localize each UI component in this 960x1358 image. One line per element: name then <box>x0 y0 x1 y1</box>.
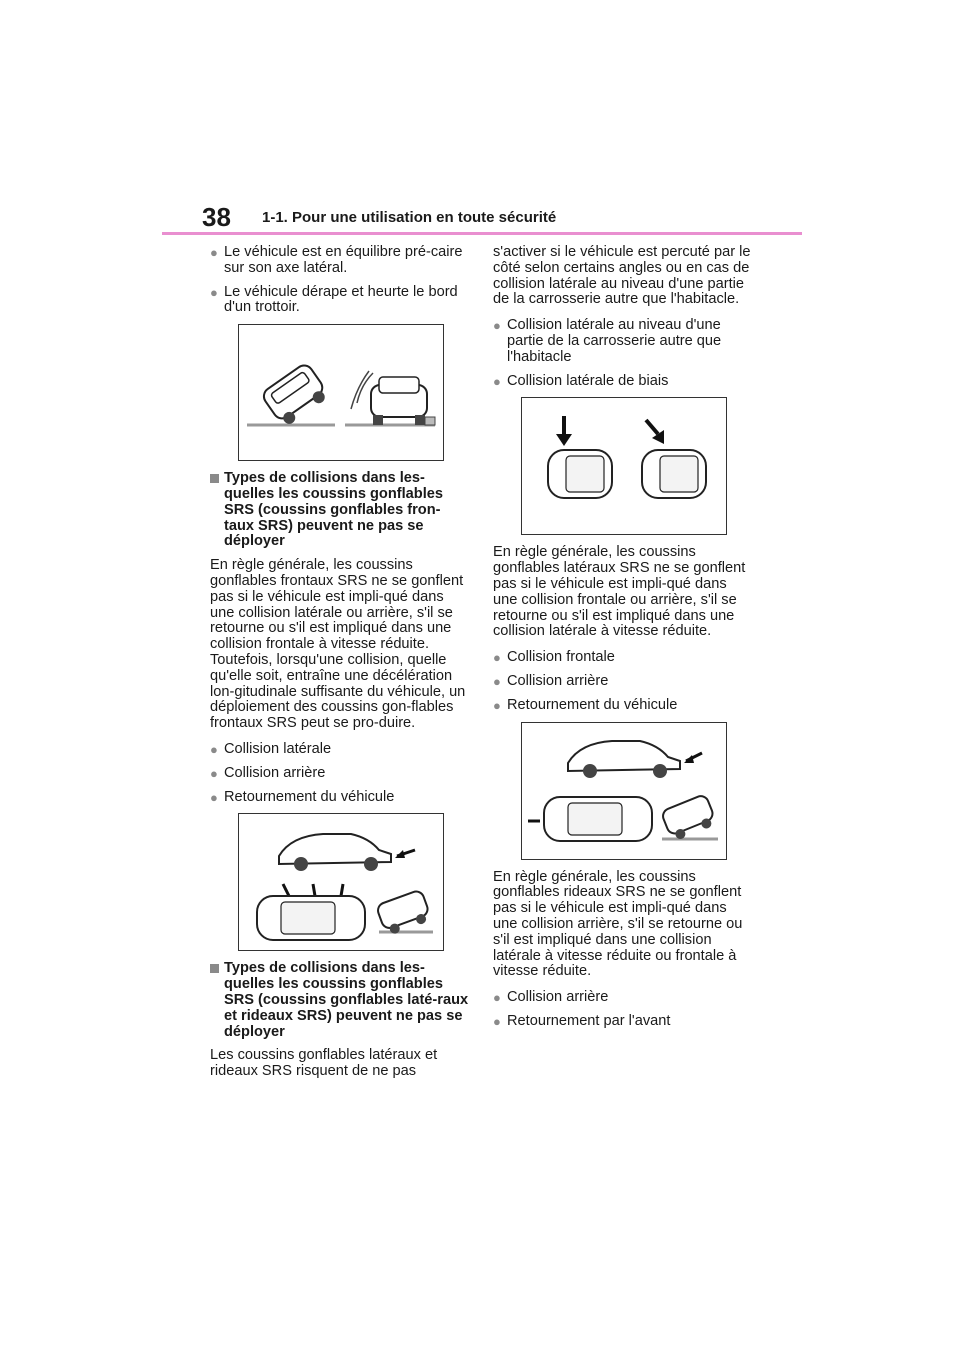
page-header <box>202 200 802 236</box>
page-number: 38 <box>202 202 231 232</box>
bullet-dot-icon: ● <box>210 789 218 805</box>
bullet-dot-icon: ● <box>210 765 218 781</box>
bullet-dot-icon: ● <box>493 990 501 1006</box>
bullet-item: ● Collision arrière <box>210 764 326 781</box>
bullet-dot-icon: ● <box>493 373 501 389</box>
figure-frontal-airbag-no-deploy <box>238 813 444 951</box>
bullet-dot-icon: ● <box>493 318 501 334</box>
figure-side-airbag-no-deploy <box>521 722 727 860</box>
bullet-item: ● Le véhicule dérape et heurte le bord d'un trottoir. <box>210 283 458 316</box>
left-column <box>210 245 470 1090</box>
section-heading: Types de collisions dans les-quelles les coussins gonflables SRS (coussins gonflables fron-taux SRS) peuvent ne pas se déployer <box>210 471 470 550</box>
bullet-dot-icon: ● <box>493 697 501 713</box>
bullet-item: ● Collision latérale <box>210 740 332 757</box>
bullet-item: ● Retournement par l'avant <box>493 1012 671 1029</box>
paragraph: En règle générale, les coussins gonflables rideaux SRS ne se gonflent pas si le véhicule est impli-qué dans une collision arrière, s'il se retourne ou s'il est impliqué dans une collision latérale à vitesse réduite ou frontale à vitesse réduite. <box>493 868 743 980</box>
bullet-item: ● Collision arrière <box>493 989 609 1006</box>
bullet-item: ● Retournement du véhicule <box>493 696 678 713</box>
right-column <box>493 245 753 1038</box>
figure-tilted-car-curb <box>238 324 444 461</box>
bullet-dot-icon: ● <box>210 741 218 757</box>
bullet-dot-icon: ● <box>493 1013 501 1029</box>
section-title: 1-1. Pour une utilisation en toute sécurité <box>262 209 557 226</box>
bullet-item: ● Collision arrière <box>493 672 609 689</box>
bullet-dot-icon: ● <box>210 284 218 300</box>
bullet-item: ● Collision frontale <box>493 649 615 666</box>
bullet-dot-icon: ● <box>493 650 501 666</box>
paragraph: Les coussins gonflables latéraux et rideaux SRS risquent de ne pas <box>210 1047 438 1080</box>
paragraph: s'activer si le véhicule est percuté par le côté selon certains angles ou en cas de collision latérale au niveau d'une partie de la carrosserie autre que l'habitacle. <box>493 244 751 308</box>
bullet-item: ● Collision latérale au niveau d'une partie de la carrosserie autre que l'habitacle <box>493 317 722 365</box>
square-bullet-icon <box>210 474 219 483</box>
paragraph: En règle générale, les coussins gonflables latéraux SRS ne se gonflent pas si le véhicule est impli-qué dans une collision frontale ou arrière, s'il se retourne ou s'il est impliqué dans une collision latérale à vitesse réduite. <box>493 544 746 640</box>
section-heading: Types de collisions dans les-quelles les coussins gonflables SRS (coussins gonflables laté-raux et rideaux SRS) peuvent ne pas se déployer <box>210 961 470 1040</box>
figure-side-collision-angles <box>521 397 727 535</box>
bullet-item: ● Le véhicule est en équilibre pré-caire sur son axe latéral. <box>210 244 463 276</box>
bullet-dot-icon: ● <box>493 673 501 689</box>
header-rule <box>162 232 802 235</box>
paragraph: En règle générale, les coussins gonflables frontaux SRS ne se gonflent pas si le véhicule est impli-qué dans une collision latérale ou arrière, s'il se retourne ou s'il est impliqué dans une collision frontale à vitesse réduite. Toutefois, lorsqu'une collision, quelle qu'elle soit, entraîne une décélération lon-gitudinale suffisante du véhicule, un déploiement des coussins gon-flables frontaux SRS peut se pro-duire. <box>210 557 466 732</box>
bullet-item: ● Retournement du véhicule <box>210 788 395 805</box>
square-bullet-icon <box>210 964 219 973</box>
bullet-item: ● Collision latérale de biais <box>493 372 669 389</box>
bullet-dot-icon: ● <box>210 245 218 260</box>
